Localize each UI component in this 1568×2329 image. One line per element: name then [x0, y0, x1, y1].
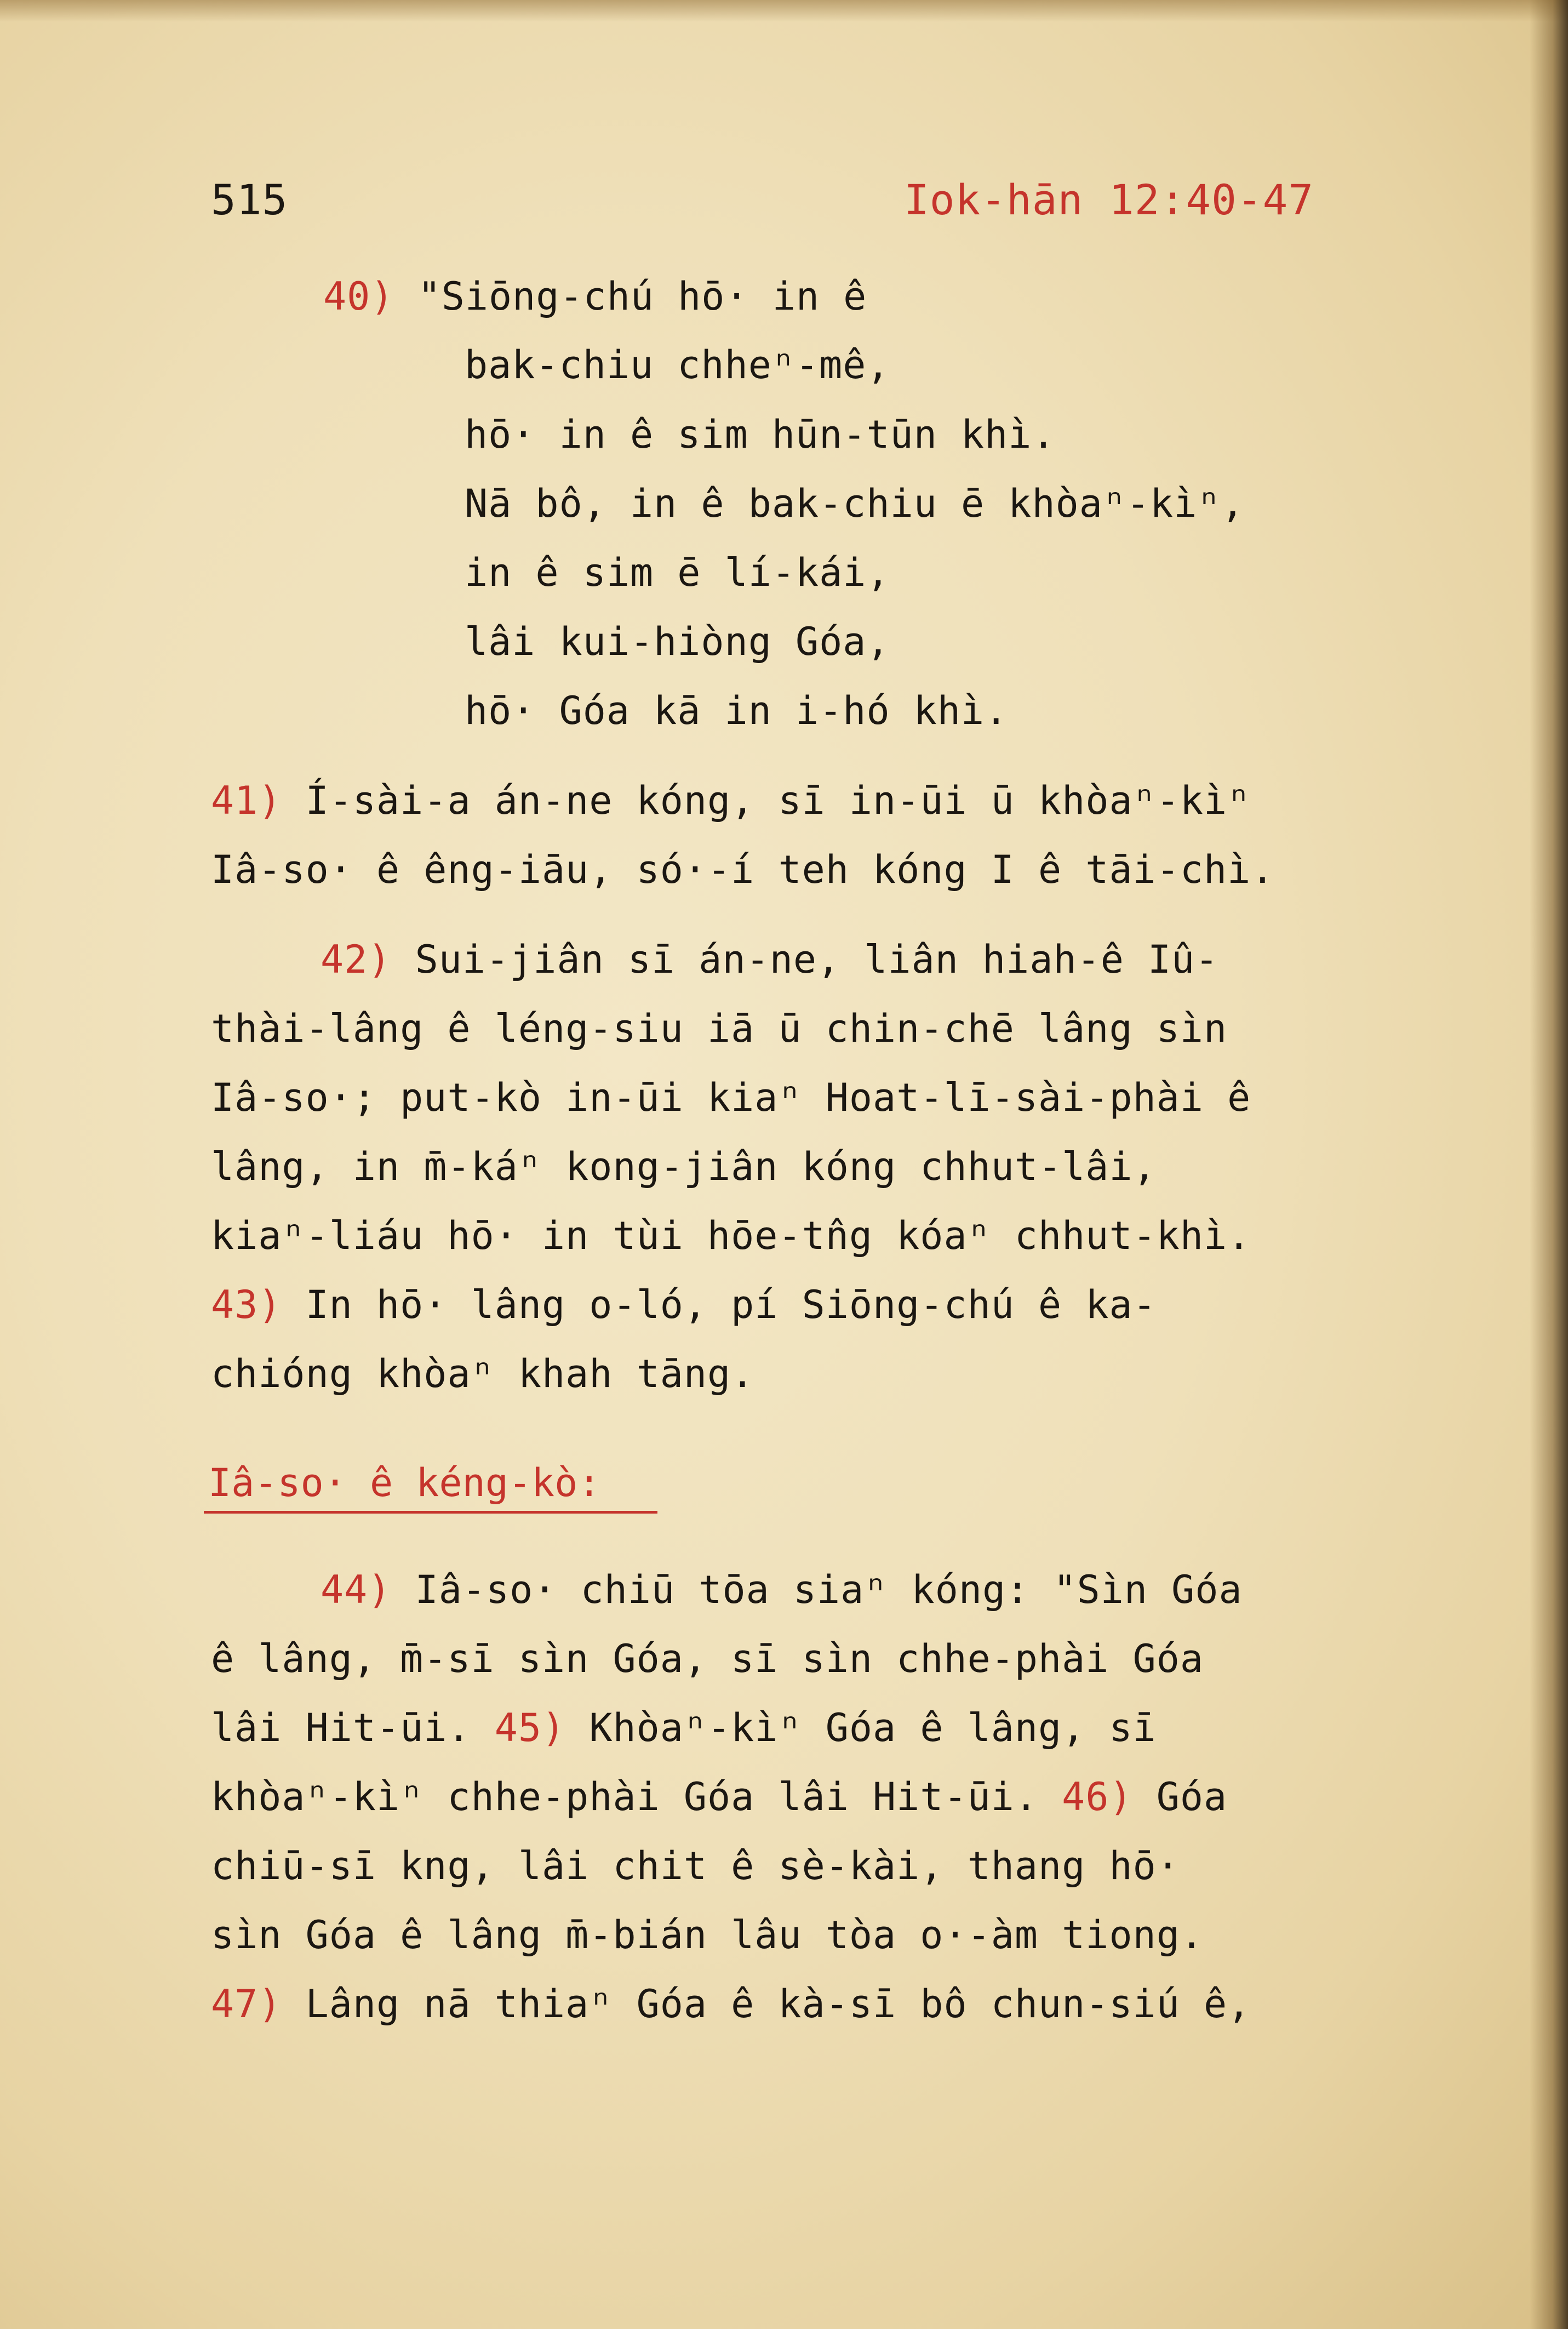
- verse-text: lâi Hit-ūi.: [211, 1705, 495, 1750]
- text-line: chióng khòaⁿ khah tāng.: [211, 1351, 755, 1396]
- text-line: [211, 1705, 1157, 1750]
- verse-text: Khòaⁿ-kìⁿ Góa ê lâng, sī: [565, 1705, 1157, 1750]
- verse-text: "Siōng-chú hō· in ê: [394, 274, 867, 319]
- text-line: Iâ-so· ê êng-iāu, só·-í teh kóng I ê tāi-chì.: [211, 847, 1275, 892]
- verse-number: 46): [1062, 1774, 1133, 1819]
- text-line: [211, 1982, 1251, 2027]
- text-line: [321, 937, 1218, 982]
- text-line: hō· in ê sim hūn-tūn khì.: [465, 412, 1056, 457]
- text-line: chiū-sī kng, lâi chit ê sè-kài, thang hō·: [211, 1843, 1180, 1888]
- text-line: [321, 1567, 1243, 1612]
- text-line: lâng, in m̄-káⁿ kong-jiân kóng chhut-lâi,: [211, 1144, 1157, 1189]
- verse-text: Í-sài-a án-ne kóng, sī in-ūi ū khòaⁿ-kìⁿ: [282, 778, 1251, 823]
- verse-number: 40): [323, 274, 394, 319]
- verse-number: 43): [211, 1282, 282, 1327]
- verse-text: In hō· lâng o-ló, pí Siōng-chú ê ka-: [282, 1282, 1157, 1327]
- text-line: lâi kui-hiòng Góa,: [465, 619, 890, 664]
- text-line: hō· Góa kā in i-hó khì.: [465, 688, 1009, 733]
- text-line: [211, 1282, 1157, 1327]
- verse-number: 45): [494, 1705, 566, 1750]
- verse-text: Sui-jiân sī án-ne, liân hiah-ê Iû-: [391, 937, 1219, 982]
- text-line: sìn Góa ê lâng m̄-bián lâu tòa o·-àm tiong.: [211, 1913, 1204, 1957]
- text-line: in ê sim ē lí-kái,: [465, 550, 890, 595]
- text-line: Nā bô, in ê bak-chiu ē khòaⁿ-kìⁿ,: [465, 481, 1245, 526]
- section-heading: Iâ-so· ê kéng-kò:: [208, 1460, 601, 1505]
- verse-text: khòaⁿ-kìⁿ chhe-phài Góa lâi Hit-ūi.: [211, 1774, 1062, 1819]
- verse-text: Iâ-so· chiū tōa siaⁿ kóng: "Sìn Góa: [391, 1567, 1243, 1612]
- verse-number: 41): [211, 778, 282, 823]
- verse-text: Lâng nā thiaⁿ Góa ê kà-sī bô chun-siú ê,: [282, 1982, 1251, 2027]
- text-line: [211, 778, 1251, 823]
- text-line: bak-chiu chheⁿ-mê,: [465, 342, 890, 387]
- text-line: kiaⁿ-liáu hō· in tùi hōe-tn̂g kóaⁿ chhut-khì.: [211, 1213, 1251, 1258]
- text-line: [211, 1774, 1227, 1819]
- verse-number: 44): [321, 1567, 392, 1612]
- page-top-edge: [0, 0, 1568, 22]
- page-number: 515: [211, 175, 288, 224]
- text-line: Iâ-so·; put-kò in-ūi kiaⁿ Hoat-lī-sài-phài ê: [211, 1075, 1251, 1120]
- heading-underline: [204, 1511, 657, 1514]
- verse-text: Góa: [1132, 1774, 1228, 1819]
- page-right-edge: [1530, 0, 1568, 2329]
- text-line: ê lâng, m̄-sī sìn Góa, sī sìn chhe-phài Góa: [211, 1636, 1204, 1681]
- text-line: [323, 274, 867, 319]
- verse-number: 42): [321, 937, 392, 982]
- chapter-reference: Iok-hān 12:40-47: [904, 175, 1314, 224]
- verse-number: 47): [211, 1982, 282, 2027]
- text-line: thài-lâng ê léng-siu iā ū chin-chē lâng sìn: [211, 1006, 1228, 1051]
